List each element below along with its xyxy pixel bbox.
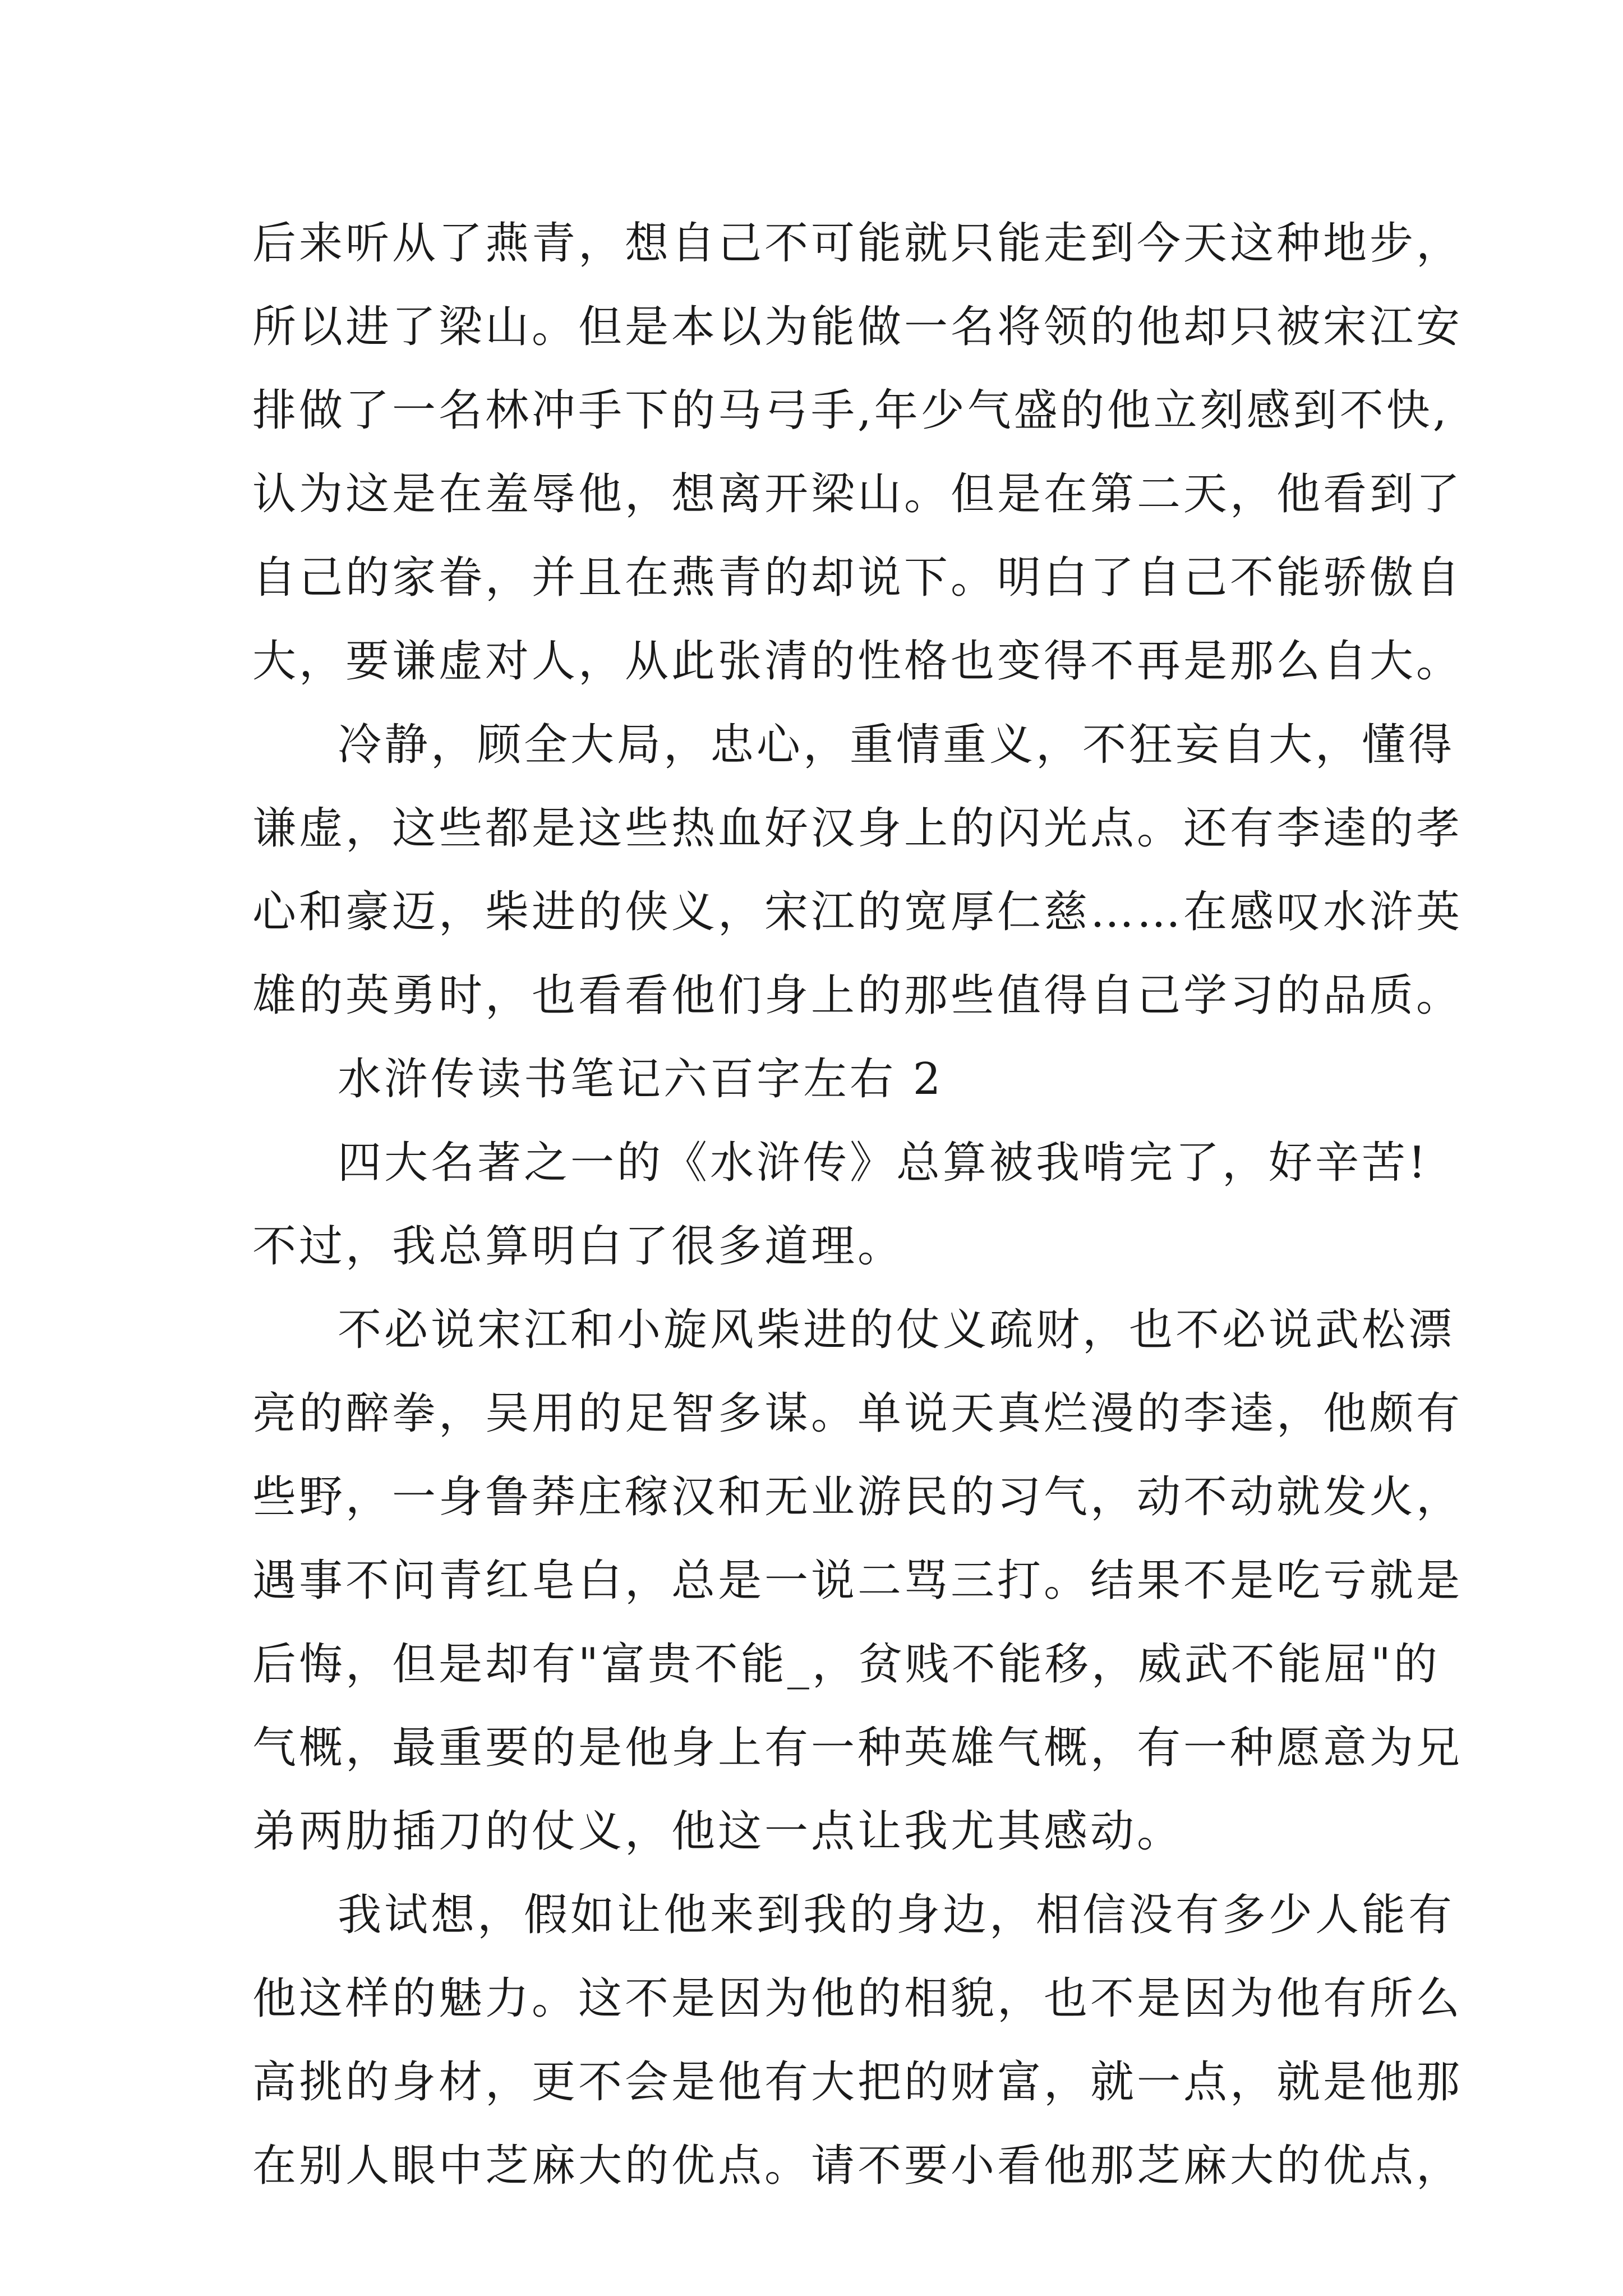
text-line: 认为这是在羞辱他，想离开梁山。但是在第二天，他看到了 (252, 469, 1463, 519)
text-line: 所以进了梁山。但是本以为能做一名将领的他却只被宋江安 (252, 302, 1463, 352)
paragraph-start-line: 四大名著之一的《水浒传》总算被我啃完了，好辛苦! (338, 1138, 1429, 1188)
text-line: 心和豪迈，柴进的侠义，宋江的宽厚仁慈……在感叹水浒英 (252, 887, 1463, 937)
text-line: 亮的醉拳，吴用的足智多谋。单说天真烂漫的李逵，他颇有 (252, 1388, 1463, 1439)
text-line: 在别人眼中芝麻大的优点。请不要小看他那芝麻大的优点， (252, 2141, 1463, 2191)
paragraph-start-line: 不必说宋江和小旋风柴进的仗义疏财，也不必说武松漂 (338, 1305, 1455, 1355)
text-line: 后来听从了燕青，想自己不可能就只能走到今天这种地步， (252, 218, 1463, 269)
paragraph-start-line: 冷静，顾全大局，忠心，重情重义，不狂妄自大，懂得 (338, 720, 1455, 770)
text-line: 高挑的身材，更不会是他有大把的财富，就一点，就是他那 (252, 2057, 1463, 2108)
text-line: 雄的英勇时，也看看他们身上的那些值得自己学习的品质。 (252, 970, 1463, 1021)
text-line: 遇事不问青红皂白，总是一说二骂三打。结果不是吃亏就是 (252, 1556, 1463, 1606)
text-line: 自己的家眷，并且在燕青的却说下。明白了自己不能骄傲自 (252, 553, 1463, 603)
text-line: 些野，一身鲁莽庄稼汉和无业游民的习气，动不动就发火， (252, 1472, 1463, 1522)
text-line: 谦虚，这些都是这些热血好汉身上的闪光点。还有李逵的孝 (252, 803, 1463, 854)
section-heading: 水浒传读书笔记六百字左右 2 (338, 1054, 944, 1105)
text-line: 后悔，但是却有"富贵不能_，贫贱不能移，威武不能屈"的 (252, 1639, 1440, 1690)
paragraph-start-line: 我试想，假如让他来到我的身边，相信没有多少人能有 (338, 1890, 1455, 1940)
text-line: 排做了一名林冲手下的马弓手,年少气盛的他立刻感到不快, (252, 385, 1450, 436)
text-line: 他这样的魅力。这不是因为他的相貌，也不是因为他有所么 (252, 1973, 1463, 2024)
text-line: 大，要谦虚对人，从此张清的性格也变得不再是那么自大。 (252, 636, 1463, 687)
body-text (252, 202, 1463, 2208)
text-line: 弟两肋插刀的仗义，他这一点让我尤其感动。 (252, 1806, 1184, 1857)
text-line: 气概，最重要的是他身上有一种英雄气概，有一种愿意为兄 (252, 1723, 1463, 1773)
text-line: 不过，我总算明白了很多道理。 (252, 1221, 905, 1272)
